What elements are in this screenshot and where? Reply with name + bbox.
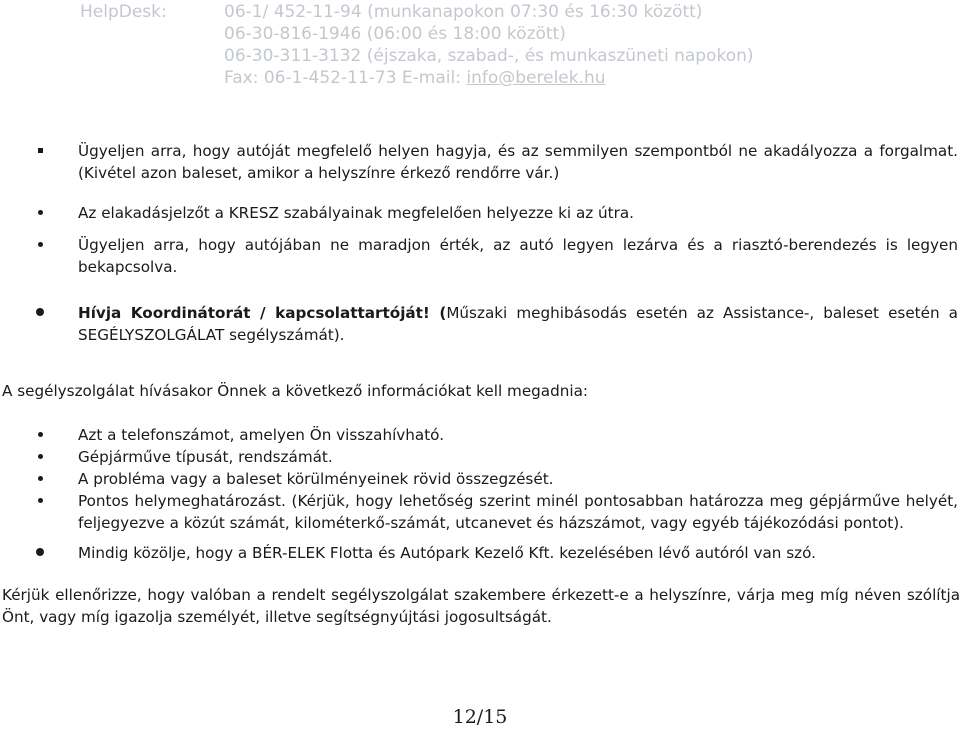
- list-item-text: Ügyeljen arra, hogy autójában ne maradjon érték, az autó legyen lezárva és a riasztó-berendezés is legyen bekapcsolva.: [78, 236, 958, 276]
- helpdesk-label: HelpDesk:: [80, 2, 167, 22]
- list-item-text: Ügyeljen arra, hogy autóját megfelelő helyen hagyja, és az semmilyen szempontból ne akadályozza a forgalmat. (Kivétel azon baleset, amikor a helyszínre érkező rendőrre vár.): [78, 142, 958, 182]
- call-coordinator-detail: Műszaki meghibásodás esetén az Assistance-, baleset esetén a SEGÉLYSZOLGÁLAT segélyszámát).: [78, 304, 958, 344]
- helpdesk-phone-night: 06-30-311-3132 (éjszaka, szabad-, és munkaszüneti napokon): [224, 46, 754, 66]
- list-item: [78, 490, 958, 534]
- helpdesk-header: [0, 0, 960, 96]
- list-item: [78, 424, 958, 446]
- document-body: [0, 140, 960, 628]
- list-item-text: Mindig közölje, hogy a BÉR-ELEK Flotta és Autópark Kezelő Kft. kezelésében lévő autóról van szó.: [78, 544, 816, 562]
- list-item-text: Pontos helymeghatározást. (Kérjük, hogy lehetőség szerint minél pontosabban határozza meg gépjárműve helyét, feljegyezve a közút számát, kilométerkő-számát, utcanevet és házszámot, vagy egyéb tájékozódási pontot).: [78, 492, 958, 532]
- fax-label: Fax: 06-1-452-11-73 E-mail:: [224, 68, 467, 88]
- helpdesk-fax-email: [224, 67, 754, 89]
- call-coordinator-emphasis: Hívja Koordinátorát / kapcsolattartóját! (: [78, 304, 447, 322]
- closing-paragraph: Kérjük ellenőrizze, hogy valóban a rendelt segélyszolgálat szakembere érkezett-e a helyszínre, várja meg míg néven szólítja Önt, vagy míg igazolja személyét, illetve segítségnyújtási jogosultságát.: [2, 586, 960, 626]
- list-item-text: A probléma vagy a baleset körülményeinek rövid összegzését.: [78, 470, 554, 488]
- list-item-text: Azt a telefonszámot, amelyen Ön visszahívható.: [78, 426, 445, 444]
- list-item: [78, 302, 958, 346]
- list-item: [78, 234, 958, 278]
- helpdesk-phone-day: 06-30-816-1946 (06:00 és 18:00 között): [224, 24, 566, 44]
- list-item-text: Gépjárműve típusát, rendszámát.: [78, 448, 333, 466]
- list-item: [78, 140, 958, 184]
- list-item: [78, 542, 958, 564]
- info-list: [0, 424, 960, 564]
- helpdesk-phone-weekday: 06-1/ 452-11-94 (munkanapokon 07:30 és 16:30 között): [224, 2, 703, 22]
- list-item: [78, 468, 958, 490]
- page-number: 12/15: [452, 706, 508, 728]
- list-item: [78, 202, 958, 224]
- info-intro: A segélyszolgálat hívásakor Önnek a következő információkat kell megadnia:: [2, 382, 589, 400]
- email-link[interactable]: info@berelek.hu: [466, 68, 606, 88]
- list-item-text: Az elakadásjelzőt a KRESZ szabályainak megfelelően helyezze ki az útra.: [78, 204, 635, 222]
- helpdesk-contact-lines: [224, 1, 754, 89]
- list-item: [78, 446, 958, 468]
